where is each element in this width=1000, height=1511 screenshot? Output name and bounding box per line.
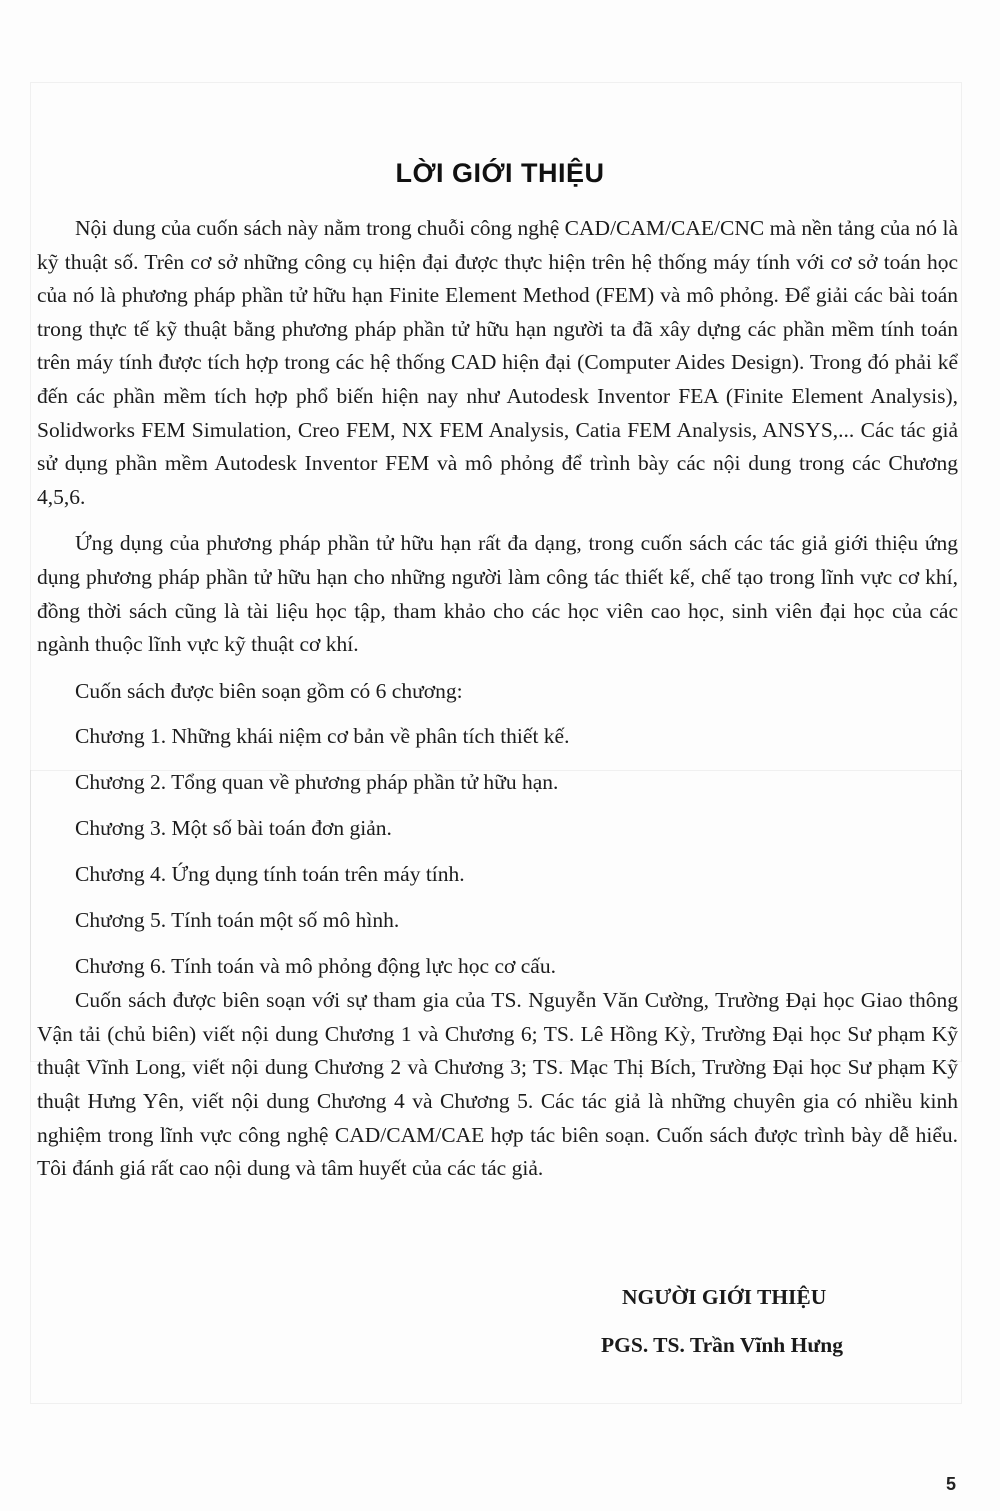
intro-paragraph: Nội dung của cuốn sách này nằm trong chuỗi công nghệ CAD/CAM/CAE/CNC mà nền tảng của nó là kỹ thuật số. Trên cơ sở những công cụ hiện đại được thực hiện trên hệ thống máy tính với cơ sở toán học của nó là phương pháp phần tử hữu hạn Finite Element Method (FEM) và mô phỏng. Để giải các bài toán trong thực tế kỹ thuật bằng phương pháp phần tử hữu hạn người ta đã xây dựng các phần mềm tính toán trên máy tính được tích hợp trong các hệ thống CAD hiện đại (Computer Aides Design). Trong đó phải kể đến các phần mềm tích hợp phổ biến hiện nay như Autodesk Inventor FEA (Finite Element Analysis), Solidworks FEM Simulation, Creo FEM, NX FEM Analysis, Catia FEM Analysis, ANSYS,... Các tác giả sử dụng phần mềm Autodesk Inventor FEM và mô phỏng để trình bày các nội dung trong các Chương 4,5,6. (37, 216, 958, 509)
chapter-item: Chương 1. Những khái niệm cơ bản về phân tích thiết kế. (75, 724, 570, 749)
signature-name: PGS. TS. Trần Vĩnh Hưng (601, 1333, 843, 1357)
chapter-item: Chương 2. Tổng quan về phương pháp phần tử hữu hạn. (75, 770, 559, 795)
page-number: 5 (945, 1474, 956, 1494)
chapter-item: Chương 4. Ứng dụng tính toán trên máy tính. (75, 862, 465, 887)
chapters-intro: Cuốn sách được biên soạn gồm có 6 chương: (75, 678, 463, 703)
chapter-item: Chương 6. Tính toán và mô phỏng động lực học cơ cấu. (75, 954, 556, 979)
chapter-list (37, 720, 958, 984)
page-title: LỜI GIỚI THIỆU (395, 158, 605, 189)
chapter-item: Chương 5. Tính toán một số mô hình. (75, 908, 400, 933)
signature-role: NGƯỜI GIỚI THIỆU (622, 1285, 827, 1309)
chapter-item: Chương 3. Một số bài toán đơn giản. (75, 816, 392, 841)
contributors-paragraph: Cuốn sách được biên soạn với sự tham gia của TS. Nguyễn Văn Cường, Trường Đại học Giao thông Vận tải (chủ biên) viết nội dung Chương 1 và Chương 6; TS. Lê Hồng Kỳ, Trường Đại học Sư phạm Kỹ thuật Vĩnh Long, viết nội dung Chương 2 và Chương 3; TS. Mạc Thị Bích, Trường Đại học Sư phạm Kỹ thuật Hưng Yên, viết nội dung Chương 4 và Chương 5. Các tác giả là những chuyên gia có nhiều kinh nghiệm trong lĩnh vực công nghệ CAD/CAM/CAE hợp tác biên soạn. Cuốn sách được trình bày dễ hiểu. Tôi đánh giá rất cao nội dung và tâm huyết của các tác giả. (37, 988, 958, 1181)
application-paragraph: Ứng dụng của phương pháp phần tử hữu hạn rất đa dạng, trong cuốn sách các tác giả giới thiệu ứng dụng phương pháp phần tử hữu hạn cho những người làm công tác thiết kế, chế tạo trong lĩnh vực cơ khí, đồng thời sách cũng là tài liệu học tập, tham khảo cho các học viên cao học, sinh viên đại học của các ngành thuộc lĩnh vực kỹ thuật cơ khí. (37, 531, 958, 657)
body-text (37, 212, 958, 1186)
